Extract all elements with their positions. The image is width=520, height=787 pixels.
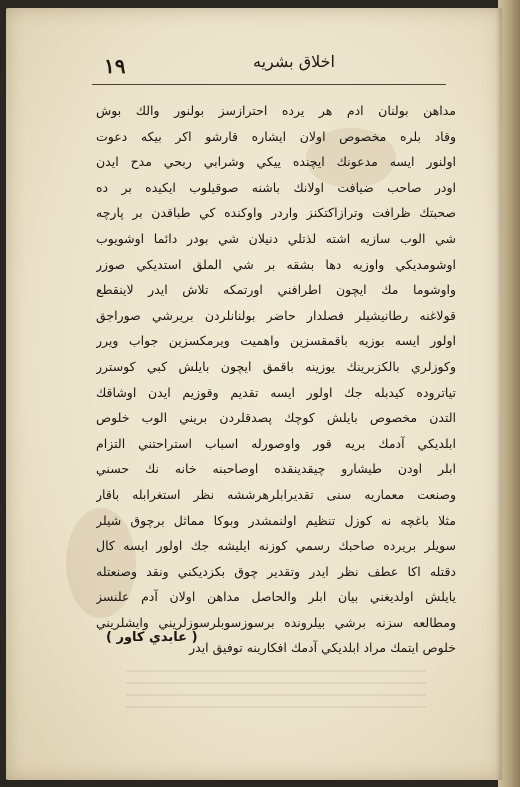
text-line: مثلا باغچه نه كوزل تنظيم اولنمشدر وبوكا مماثل برچوق شيلر xyxy=(96,512,456,528)
text-line: صحبتك ظرافت وترازاكتكنز واردر واوكنده كي طباقدن بر پارچه xyxy=(96,205,456,221)
page-header xyxy=(96,52,442,86)
page-number: ١٩ xyxy=(104,54,126,78)
text-line: سويلر بريرده صاحبك رسمي كوزنه ايليشه جك اولور ايسه كال xyxy=(96,538,456,554)
book-page xyxy=(6,8,502,780)
text-line: تياتروده كيدبله جك اولور ايسه تقديم وقوزيم ايدن اوشاقك xyxy=(96,384,456,400)
header-rule xyxy=(92,84,446,85)
text-line: اودر صاحب ضيافت اولانك باشنه صوقيلوب ايكيده بر ده xyxy=(96,179,456,195)
text-line: مداهن بولنان ادم هر يرده احترازسز بولنور والك بوش xyxy=(96,103,456,118)
text-line: ابلديكي آدمك بريه قور واوصورله اسباب استراحتني التزام xyxy=(96,435,456,451)
text-line: وكوزلري بالكزبرينك يوزينه باقمق ايچون بايلش كبي كوسترر xyxy=(96,358,456,374)
text-line: يايلش اولديغني بيان ابلر والحاصل مداهن اولان آدم علنسز xyxy=(96,589,456,605)
text-line: اولنور ايسه مدعونك ايچنده ييكي وشرابي ربحي مدح ايدن xyxy=(96,154,456,170)
text-line: قولاغنه رطانيشيلر فصلدار حاضر بولنانلردن بريرشي صوراجق xyxy=(96,307,456,323)
text-line: ومطالعه سزنه برشي بيلرونده برسوزسوبلرسوزلريني وايشلريني xyxy=(96,614,456,630)
author-signature: ( عابدي كاور ) xyxy=(106,630,198,645)
text-line: اوشومديكي واوزيه دها بشقه بر شي الملق استديكي صوزر xyxy=(96,256,456,272)
text-line: وصنعت معماريه سنی تقديرابلرهرششه نظر استغرابله باقار xyxy=(96,486,456,502)
text-line: شي الوب سازيه اشته لذتلي دنيلان شي بودر دائما اوشويوب xyxy=(96,230,456,246)
page-edge-shadow xyxy=(496,8,502,780)
text-line: وقاد بلره مخصوص اولان ايشاره قارشو اكر بيكه دعوت xyxy=(96,128,456,144)
text-line: دقتله اكا عطف نظر ايدر وتقدير چوق بكزديكني ونقد وصنعتله xyxy=(96,563,456,579)
text-line: التدن مخصوص بايلش كوچك پصدقلردن بريني الوب خلوص xyxy=(96,410,456,426)
text-line: واوشوما مك ايچون اطرافني اورتمكه تلاش ايدر لاينقطع xyxy=(96,282,456,298)
text-line: اولور ايسه بوزيه باقمقسزين واهميت ويرمكسزين جواب ويرر xyxy=(96,333,456,349)
running-title: اخلاق بشريه xyxy=(253,52,335,71)
text-line: خلوص ايتمك مراد ابلديكي آدمك افكارينه توفيق ايدر xyxy=(189,640,456,656)
body-text xyxy=(96,98,456,661)
text-line: ابلر اودن طيشارو چيقدينقده اوصاحبنه خانه نك حسني xyxy=(96,461,456,477)
bleed-through-text xyxy=(126,668,426,708)
